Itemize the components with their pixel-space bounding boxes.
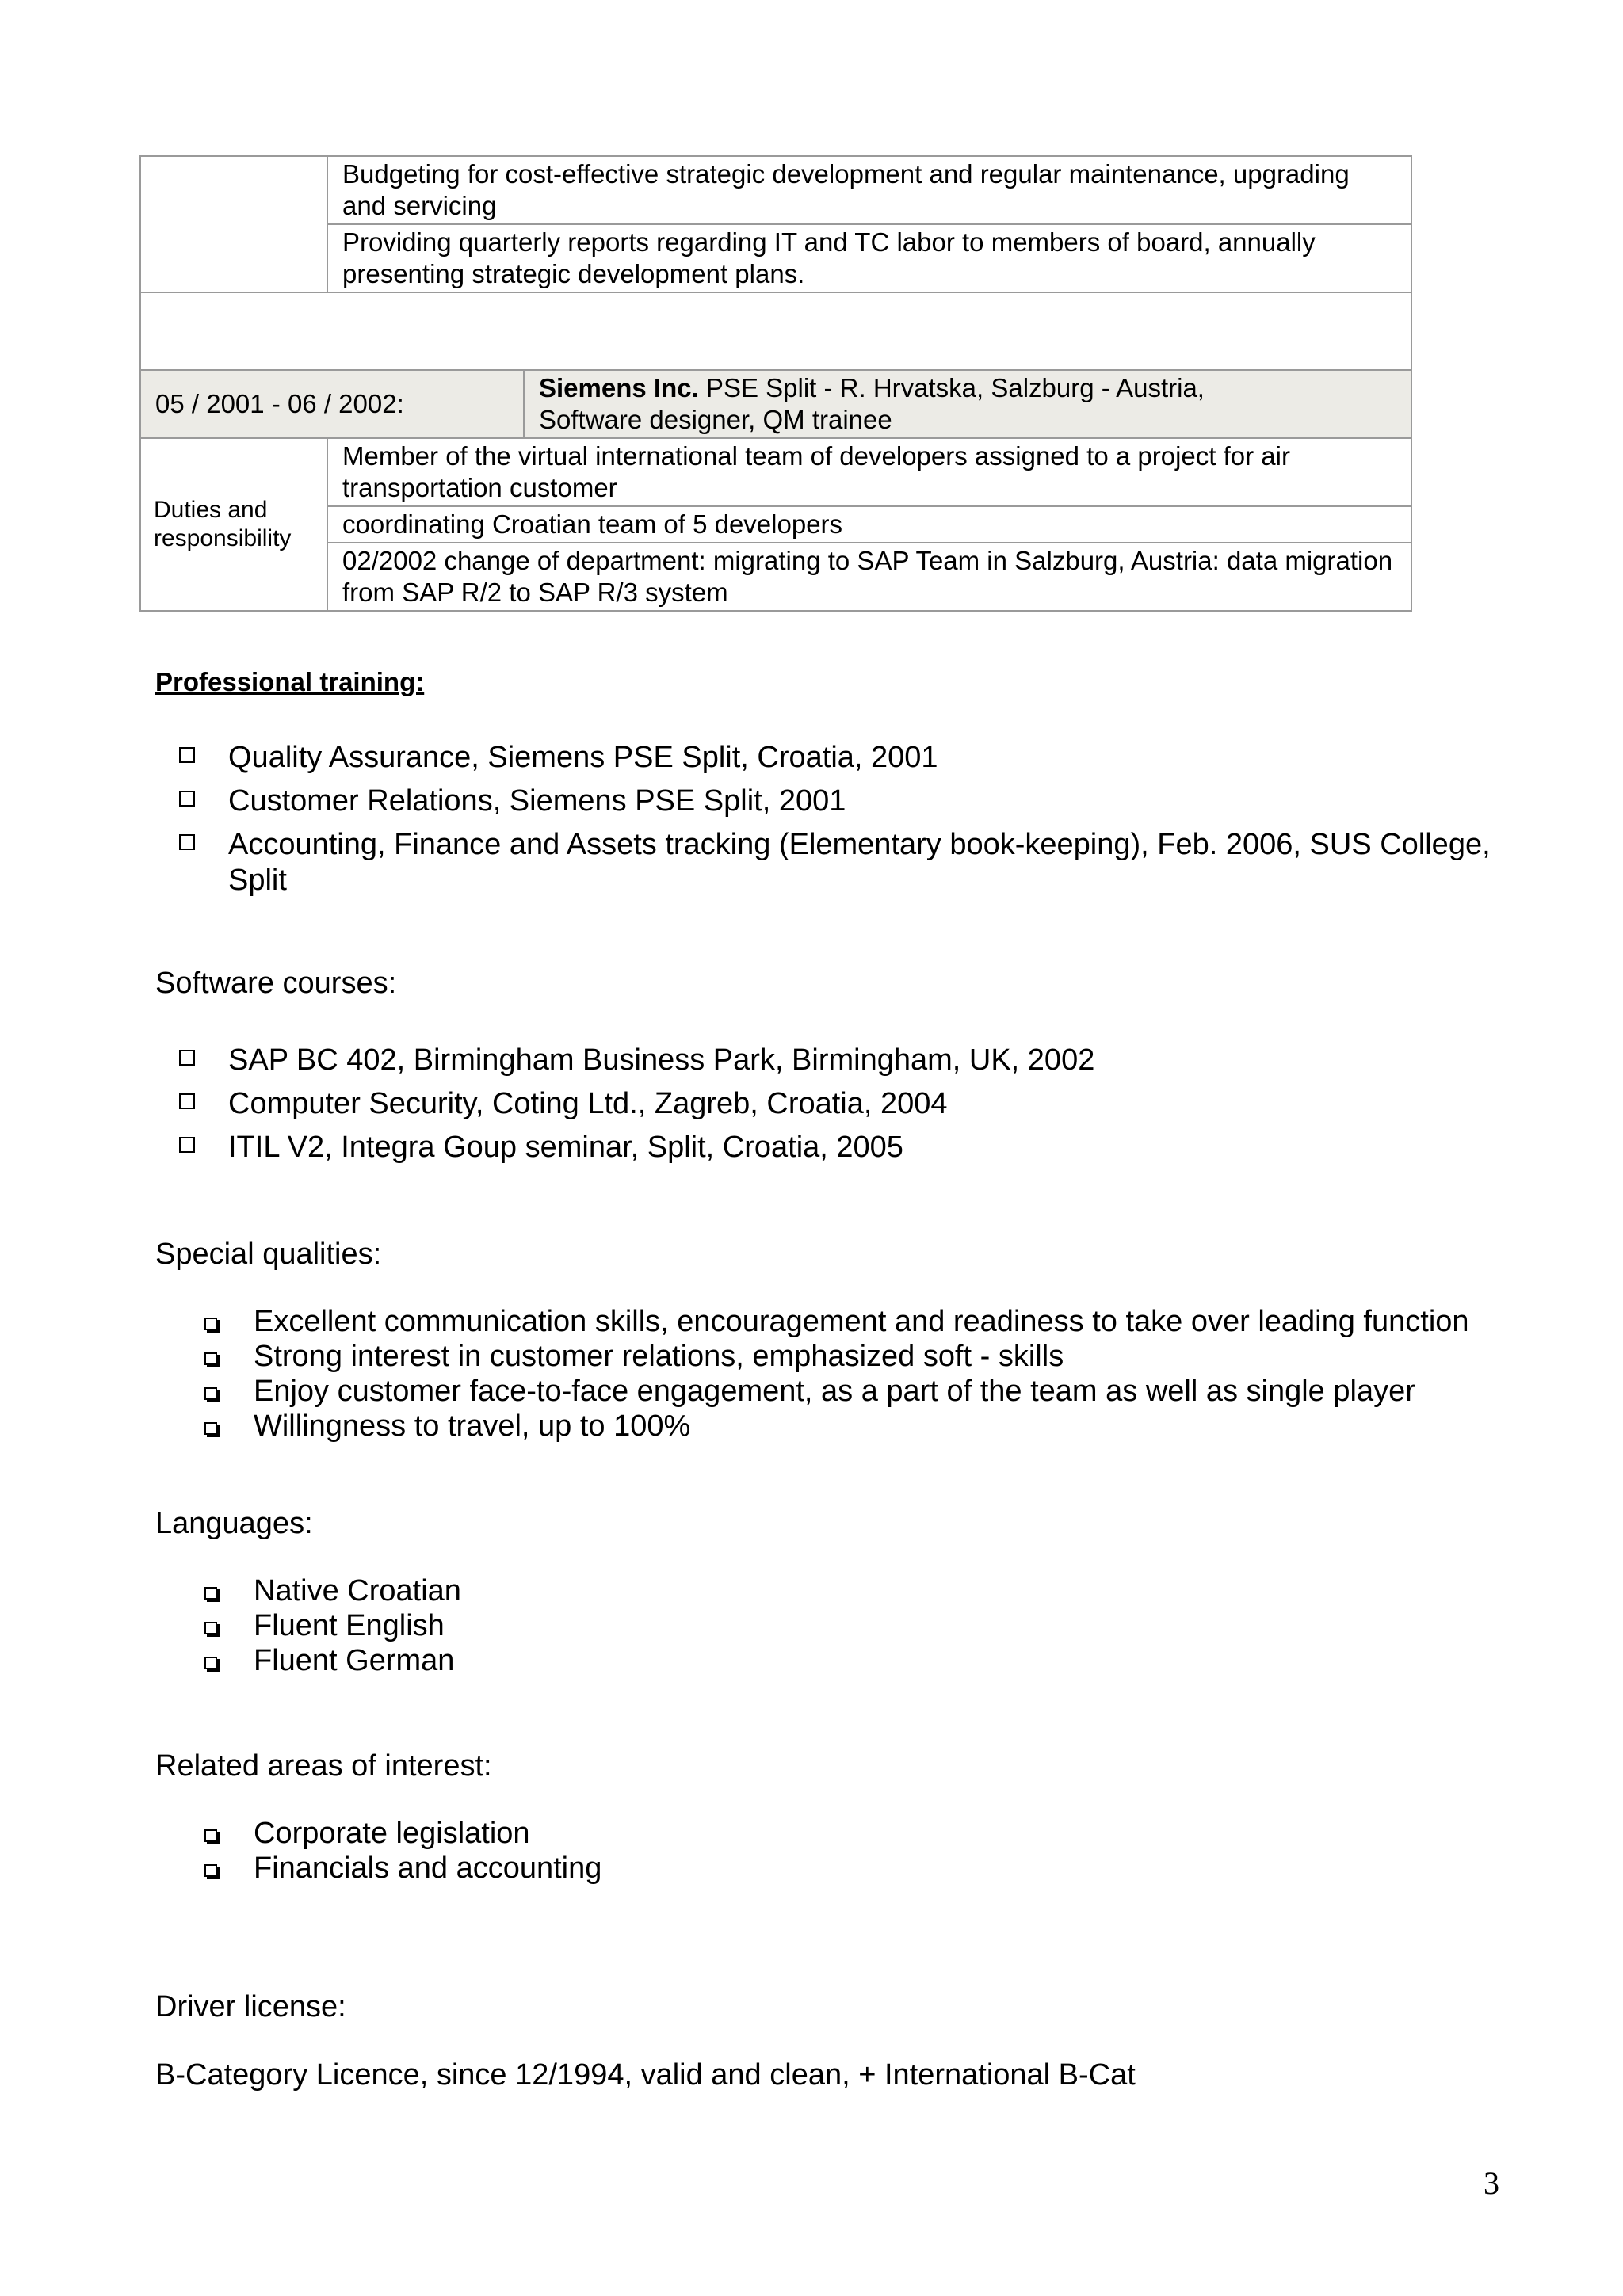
list-item: Fluent German — [204, 1643, 1504, 1678]
list-item: Native Croatian — [204, 1573, 1504, 1608]
checkbox-bullet-icon — [179, 747, 195, 763]
special-qualities-list — [204, 1304, 1504, 1444]
checkbox-bullet-icon — [179, 834, 195, 850]
list-item: Enjoy customer face-to-face engagement, as a part of the team as well as single player — [204, 1374, 1504, 1409]
list-item: Customer Relations, Siemens PSE Split, 2001 — [179, 784, 1510, 819]
spacer-row — [140, 292, 1411, 370]
table-row — [140, 438, 1411, 506]
languages-heading: Languages: — [155, 1507, 313, 1540]
employment-period-row — [140, 370, 1411, 438]
professional-training-heading: Professional training: — [155, 667, 425, 696]
duty-cell: Member of the virtual international team of developers assigned to a project for air transportation customer — [327, 438, 1411, 506]
employer-cell — [524, 370, 1411, 438]
list-item: Fluent English — [204, 1608, 1504, 1643]
driver-license-heading: Driver license: — [155, 1990, 346, 2023]
company-name: Siemens Inc. — [539, 373, 699, 402]
list-item: ITIL V2, Integra Goup seminar, Split, Croatia, 2005 — [179, 1130, 1510, 1165]
list-item: Quality Assurance, Siemens PSE Split, Croatia, 2001 — [179, 740, 1510, 776]
job-role: Software designer, QM trainee — [539, 405, 892, 434]
list-item: Corporate legislation — [204, 1816, 1504, 1851]
related-areas-heading: Related areas of interest: — [155, 1749, 492, 1783]
shadowed-box-bullet-icon — [204, 1422, 217, 1435]
professional-training-list — [179, 740, 1510, 906]
table-row — [140, 156, 1411, 224]
table-row — [140, 543, 1411, 611]
driver-license-text: B-Category Licence, since 12/1994, valid and clean, + International B-Cat — [155, 2058, 1136, 2092]
duty-cell: Budgeting for cost-effective strategic development and regular maintenance, upgrading and servicing — [327, 156, 1411, 224]
list-item: Computer Security, Coting Ltd., Zagreb, Croatia, 2004 — [179, 1086, 1510, 1122]
shadowed-box-bullet-icon — [204, 1587, 217, 1600]
checkbox-bullet-icon — [179, 1050, 195, 1066]
list-item: Excellent communication skills, encouragement and readiness to take over leading function — [204, 1304, 1504, 1339]
related-areas-list — [204, 1816, 1504, 1886]
checkbox-bullet-icon — [179, 1093, 195, 1109]
checkbox-bullet-icon — [179, 791, 195, 807]
shadowed-box-bullet-icon — [204, 1657, 217, 1669]
checkbox-bullet-icon — [179, 1137, 195, 1153]
special-qualities-heading: Special qualities: — [155, 1238, 382, 1271]
period-dates: 05 / 2001 - 06 / 2002: — [140, 370, 524, 438]
list-item: Willingness to travel, up to 100% — [204, 1409, 1504, 1444]
duty-cell: 02/2002 change of department: migrating to SAP Team in Salzburg, Austria: data migration from SAP R/2 to SAP R/3 system — [327, 543, 1411, 611]
shadowed-box-bullet-icon — [204, 1387, 217, 1400]
software-courses-list — [179, 1043, 1510, 1173]
company-location: PSE Split - R. Hrvatska, Salzburg - Austria, — [698, 373, 1205, 402]
list-item: Strong interest in customer relations, emphasized soft - skills — [204, 1339, 1504, 1374]
list-item: SAP BC 402, Birmingham Business Park, Birmingham, UK, 2002 — [179, 1043, 1510, 1078]
languages-list — [204, 1573, 1504, 1678]
duty-cell: coordinating Croatian team of 5 developers — [327, 506, 1411, 543]
shadowed-box-bullet-icon — [204, 1318, 217, 1330]
software-courses-heading: Software courses: — [155, 967, 397, 1000]
experience-table — [139, 155, 1412, 612]
shadowed-box-bullet-icon — [204, 1829, 217, 1842]
shadowed-box-bullet-icon — [204, 1864, 217, 1877]
duty-cell: Providing quarterly reports regarding IT and TC labor to members of board, annually presenting strategic development plans. — [327, 224, 1411, 292]
list-item: Accounting, Finance and Assets tracking (Elementary book-keeping), Feb. 2006, SUS College, Split — [179, 827, 1510, 898]
page-number: 3 — [1484, 2165, 1499, 2201]
list-item: Financials and accounting — [204, 1851, 1504, 1886]
shadowed-box-bullet-icon — [204, 1352, 217, 1365]
empty-label-cell — [140, 156, 327, 292]
table-row — [140, 224, 1411, 292]
table-row — [140, 506, 1411, 543]
shadowed-box-bullet-icon — [204, 1622, 217, 1634]
duties-label: Duties and responsibility — [140, 438, 327, 611]
